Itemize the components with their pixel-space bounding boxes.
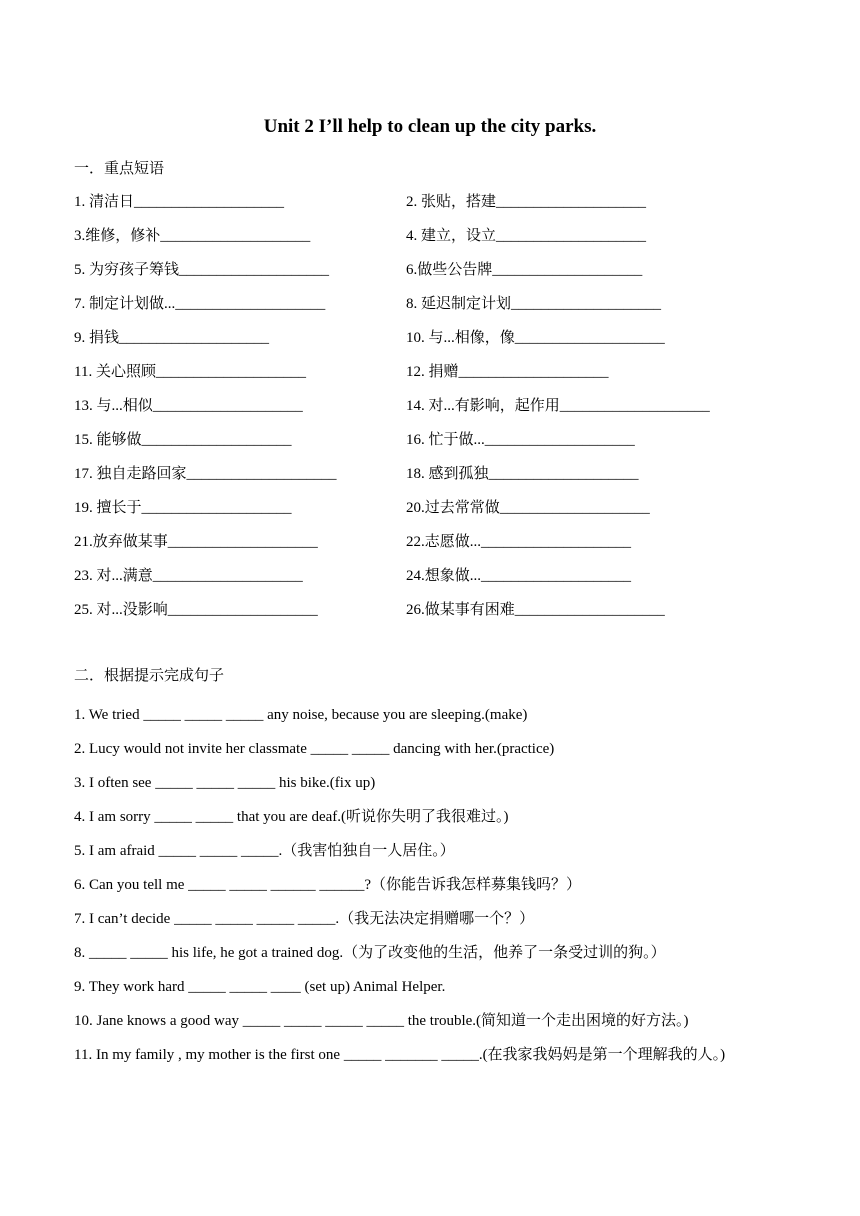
phrase-grid [74,190,794,632]
sentence-item: 9. They work hard _____ _____ ____ (set up) Animal Helper. [74,979,446,995]
phrase-item: 9. 捐钱____________________ [74,330,270,346]
phrase-row [74,428,794,462]
sentence-item: 6. Can you tell me _____ _____ ______ ______?（你能告诉我怎样募集钱吗？） [74,877,582,893]
phrase-item: 15. 能够做____________________ [74,432,292,448]
phrase-item: 21.放弃做某事____________________ [74,534,318,550]
phrase-row [74,360,794,394]
sentence-item: 1. We tried _____ _____ _____ any noise, because you are sleeping.(make) [74,707,528,723]
phrase-item: 8. 延迟制定计划____________________ [406,296,662,312]
sentence-item: 8. _____ _____ his life, he got a trained dog.（为了改变他的生活，他养了一条受过训的狗。） [74,945,666,961]
phrase-row [74,530,794,564]
phrase-item: 25. 对...没影响____________________ [74,602,318,618]
phrase-item: 1. 清洁日____________________ [74,194,285,210]
phrase-row [74,326,794,360]
phrase-item: 26.做某事有困难____________________ [406,602,665,618]
sentence-item: 4. I am sorry _____ _____ that you are deaf.(听说你失明了我很难过。) [74,809,509,825]
phrase-item: 17. 独自走路回家____________________ [74,466,337,482]
phrase-item: 13. 与...相似____________________ [74,398,303,414]
phrase-row [74,394,794,428]
sentence-item: 7. I can’t decide _____ _____ _____ _____.（我无法决定捐赠哪一个？） [74,911,535,927]
phrase-item: 5. 为穷孩子筹钱____________________ [74,262,330,278]
phrase-item: 12. 捐赠____________________ [406,364,609,380]
phrase-item: 20.过去常常做____________________ [406,500,650,516]
section-heading-sentences: 二．根据提示完成句子 [74,668,225,684]
phrase-item: 22.志愿做...____________________ [406,534,632,550]
phrase-item: 18. 感到孤独____________________ [406,466,639,482]
phrase-row [74,598,794,632]
phrase-row [74,258,794,292]
sentence-item: 3. I often see _____ _____ _____ his bike.(fix up) [74,775,376,791]
sentence-item: 5. I am afraid _____ _____ _____.（我害怕独自一人居住。） [74,843,455,859]
sentence-item: 2. Lucy would not invite her classmate _____ _____ dancing with her.(practice) [74,741,555,757]
section-heading-phrases: 一．重点短语 [74,161,165,177]
page-title: Unit 2 I’ll help to clean up the city parks. [263,116,597,137]
phrase-row [74,224,794,258]
phrase-row [74,292,794,326]
phrase-item: 2. 张贴，搭建____________________ [406,194,647,210]
sentence-list [74,698,814,1072]
phrase-item: 23. 对...满意____________________ [74,568,303,584]
phrase-row [74,564,794,598]
phrase-item: 7. 制定计划做...____________________ [74,296,326,312]
phrase-item: 10. 与...相像，像____________________ [406,330,665,346]
phrase-item: 4. 建立，设立____________________ [406,228,647,244]
phrase-item: 6.做些公告牌____________________ [406,262,643,278]
phrase-row [74,462,794,496]
sentence-item: 11. In my family , my mother is the first one _____ _______ _____.(在我家我妈妈是第一个理解我的人。) [74,1047,726,1063]
sentence-item: 10. Jane knows a good way _____ _____ _____ _____ the trouble.(简知道一个走出困境的好方法。) [74,1013,689,1029]
phrase-item: 3.维修，修补____________________ [74,228,311,244]
phrase-item: 14. 对...有影响，起作用____________________ [406,398,710,414]
phrase-item: 24.想象做...____________________ [406,568,632,584]
phrase-item: 16. 忙于做...____________________ [406,432,635,448]
phrase-row [74,190,794,224]
phrase-row [74,496,794,530]
phrase-item: 11. 关心照顾____________________ [74,364,306,380]
phrase-item: 19. 擅长于____________________ [74,500,292,516]
